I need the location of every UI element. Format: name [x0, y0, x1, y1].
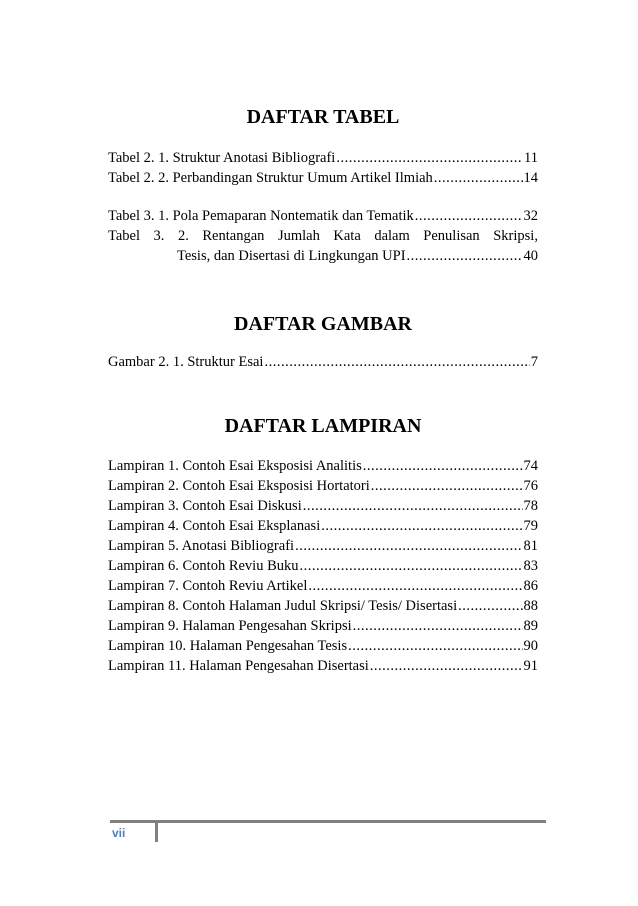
word: Tabel — [108, 228, 140, 244]
toc-entry — [108, 536, 538, 556]
toc-entry-page: 40 — [523, 248, 538, 264]
toc-entry — [108, 148, 538, 168]
toc-entry-label: Lampiran 7. Contoh Reviu Artikel — [108, 578, 308, 594]
toc-entry-label: Tabel 3. 1. Pola Pemaparan Nontematik dan Tematik — [108, 208, 414, 224]
toc-entry — [108, 352, 538, 372]
dot-leader — [353, 616, 523, 636]
toc-entry-page: 74 — [523, 458, 538, 474]
toc-entry-page: 83 — [523, 558, 538, 574]
toc-entry-label: Lampiran 11. Halaman Pengesahan Disertasi — [108, 658, 369, 674]
toc-entry — [108, 636, 538, 656]
section-heading-lampiran: DAFTAR LAMPIRAN — [224, 415, 422, 437]
toc-entry — [108, 656, 538, 676]
toc-entry-page: 79 — [523, 518, 538, 534]
toc-entry — [108, 168, 538, 188]
toc-entry — [108, 456, 538, 476]
toc-entry-label: Tesis, dan Disertasi di Lingkungan UPI — [177, 248, 406, 264]
word: Jumlah — [277, 228, 320, 244]
toc-entry-label: Gambar 2. 1. Struktur Esai — [108, 354, 264, 370]
dot-leader — [300, 556, 523, 576]
footer-rule — [110, 820, 546, 823]
word: 2. — [177, 228, 189, 244]
toc-entry — [108, 206, 538, 226]
word: Skripsi, — [493, 228, 538, 244]
toc-entry — [108, 476, 538, 496]
toc-entry-label: Lampiran 4. Contoh Esai Eksplanasi — [108, 518, 321, 534]
dot-leader — [434, 168, 523, 188]
dot-leader — [458, 596, 522, 616]
word: Rentangan — [202, 228, 265, 244]
toc-entry-page: 81 — [523, 538, 538, 554]
dot-leader — [295, 536, 522, 556]
page-number: vii — [112, 826, 126, 840]
toc-entry-label: Lampiran 1. Contoh Esai Eksposisi Analitis — [108, 458, 362, 474]
toc-entry-page: 11 — [524, 150, 538, 166]
toc-entry-label: Lampiran 3. Contoh Esai Diskusi — [108, 498, 302, 514]
toc-entry-label: Lampiran 8. Contoh Halaman Judul Skripsi/ Tesis/ Disertasi — [108, 598, 458, 614]
footer-divider — [155, 820, 158, 842]
toc-entry — [108, 596, 538, 616]
toc-entry-label: Lampiran 9. Halaman Pengesahan Skripsi — [108, 618, 352, 634]
toc-entry — [108, 556, 538, 576]
dot-leader — [264, 352, 529, 372]
word: 3. — [153, 228, 165, 244]
dot-leader — [371, 476, 523, 496]
toc-entry-page: 90 — [523, 638, 538, 654]
dot-leader — [363, 456, 523, 476]
toc-entry-page: 78 — [523, 498, 538, 514]
dot-leader — [370, 656, 523, 676]
toc-entry-label: Lampiran 5. Anotasi Bibliografi — [108, 538, 295, 554]
toc-entry-page: 76 — [523, 478, 538, 494]
dot-leader — [415, 206, 523, 226]
word: dalam — [374, 228, 410, 244]
dot-leader — [407, 246, 523, 266]
toc-entry-label: Lampiran 2. Contoh Esai Eksposisi Hortatori — [108, 478, 370, 494]
toc-entry-label: Lampiran 10. Halaman Pengesahan Tesis — [108, 638, 348, 654]
word: Kata — [333, 228, 361, 244]
toc-entry — [177, 246, 538, 266]
dot-leader — [308, 576, 522, 596]
toc-entry — [108, 576, 538, 596]
toc-entry-label: Lampiran 6. Contoh Reviu Buku — [108, 558, 299, 574]
toc-entry-page: 91 — [523, 658, 538, 674]
toc-entry — [108, 616, 538, 636]
toc-entry-page: 32 — [523, 208, 538, 224]
toc-entry-page: 88 — [523, 598, 538, 614]
toc-entry-justified-line — [108, 226, 538, 246]
dot-leader — [321, 516, 522, 536]
dot-leader — [303, 496, 523, 516]
word: Penulisan — [423, 228, 480, 244]
toc-entry-page: 7 — [530, 354, 538, 370]
toc-entry-page: 89 — [523, 618, 538, 634]
toc-entry-label: Tabel 2. 1. Struktur Anotasi Bibliografi — [108, 150, 336, 166]
dot-leader — [336, 148, 523, 168]
toc-entry — [108, 496, 538, 516]
toc-entry — [108, 516, 538, 536]
section-heading-gambar: DAFTAR GAMBAR — [234, 313, 412, 335]
section-heading-tabel: DAFTAR TABEL — [246, 106, 400, 128]
toc-entry-page: 14 — [523, 170, 538, 186]
toc-entry-page: 86 — [523, 578, 538, 594]
dot-leader — [348, 636, 522, 656]
toc-entry-label: Tabel 2. 2. Perbandingan Struktur Umum Artikel Ilmiah — [108, 170, 433, 186]
